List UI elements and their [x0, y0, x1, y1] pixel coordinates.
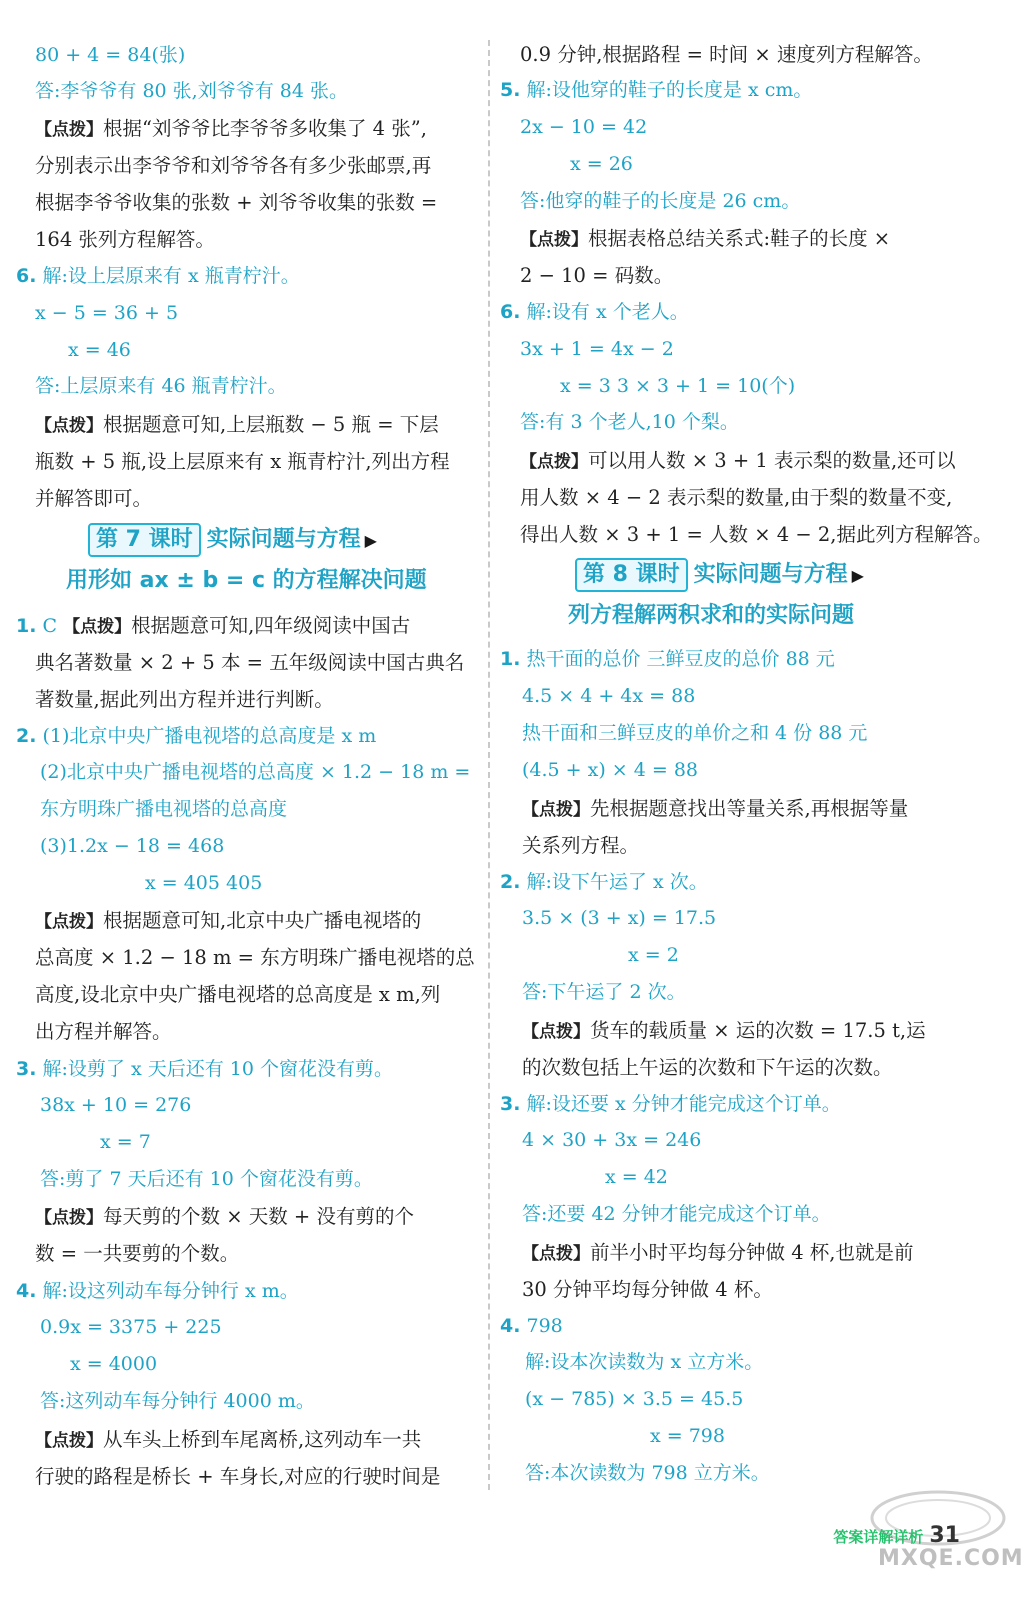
answer-line — [525, 1460, 770, 1486]
heading-text: 用形如 ax ± b = c 的方程解决问题 — [66, 568, 427, 593]
line-text: 答:还要 42 分钟才能完成这个订单。 — [522, 1203, 831, 1225]
line-text: x = 4000 — [70, 1353, 158, 1375]
line-text: 4 × 30 + 3x = 246 — [522, 1129, 702, 1151]
tip-line — [35, 412, 439, 439]
line-text: 每天剪的个数 × 天数 + 没有剪的个 — [103, 1205, 414, 1228]
answer-line — [35, 78, 348, 104]
line-text: 798 — [526, 1315, 563, 1337]
line-text: 解:设有 x 个老人。 — [526, 301, 689, 323]
line-text: 解:设还要 x 分钟才能完成这个订单。 — [526, 1093, 841, 1115]
line-text: 答:这列动车每分钟行 4000 m。 — [40, 1390, 315, 1412]
line-text: 解:设下午运了 x 次。 — [526, 871, 708, 893]
tip-line — [520, 485, 952, 511]
answer-line — [520, 114, 647, 140]
line-text: x = 2 — [628, 944, 679, 966]
line-text: 行驶的路程是桥长 + 车身长,对应的行驶时间是 — [35, 1465, 441, 1488]
line-text: 30 分钟平均每分钟做 4 杯。 — [522, 1278, 773, 1301]
line-text: 根据“刘爷爷比李爷爷多收集了 4 张”, — [103, 117, 427, 140]
line-text: 答:剪了 7 天后还有 10 个窗花没有剪。 — [40, 1168, 373, 1190]
tip-line — [35, 908, 421, 935]
line-text: 分别表示出李爷爷和刘爷爷各有多少张邮票,再 — [35, 154, 432, 177]
answer-line — [650, 1423, 725, 1449]
answer-line — [520, 409, 739, 435]
line-text: x = 7 — [100, 1131, 151, 1153]
question-number: 2. — [500, 871, 521, 893]
question-number: 5. — [500, 79, 521, 101]
tip-line — [35, 650, 464, 676]
answer-line — [500, 869, 708, 895]
answer-line — [522, 905, 716, 931]
tip-tag: 【点拨】 — [522, 1022, 590, 1042]
answer-line — [16, 263, 300, 289]
line-text: 解:设他穿的鞋子的长度是 x cm。 — [526, 79, 813, 101]
tip-tag: 【点拨】 — [35, 912, 103, 932]
line-text: (x − 785) × 3.5 = 45.5 — [525, 1388, 744, 1410]
answer-line — [35, 42, 185, 68]
tip-line — [35, 190, 437, 216]
line-text: 可以用人数 × 3 + 1 表示梨的数量,还可以 — [588, 449, 956, 472]
answer-line — [560, 373, 795, 399]
tip-line — [520, 42, 933, 68]
line-text: 164 张列方程解答。 — [35, 228, 215, 251]
answer-line — [35, 300, 178, 326]
line-text: x = 798 — [650, 1425, 725, 1447]
answer-line — [68, 337, 131, 363]
tip-line — [35, 1019, 172, 1045]
tip-line — [520, 263, 673, 289]
line-text: x = 26 — [570, 153, 633, 175]
line-text: (4.5 + x) × 4 = 88 — [522, 759, 699, 781]
tip-line — [522, 1055, 893, 1081]
line-text: 根据李爷爷收集的张数 + 刘爷爷收集的张数 = — [35, 191, 438, 214]
answer-line — [500, 77, 812, 103]
line-text: (1)北京中央广播电视塔的总高度是 x m — [42, 725, 377, 747]
answer-line — [525, 1386, 743, 1412]
line-text: 0.9 分钟,根据路程 = 时间 × 速度列方程解答。 — [520, 43, 933, 66]
tip-line — [522, 1018, 926, 1045]
answer-line — [16, 1056, 393, 1082]
answer-line — [520, 188, 800, 214]
question-number: 3. — [500, 1093, 521, 1115]
tip-line — [35, 1464, 440, 1490]
line-text: 的次数包括上午运的次数和下午运的次数。 — [522, 1056, 893, 1079]
line-text: (3)1.2x − 18 = 468 — [40, 835, 225, 857]
play-arrow-icon: ▶ — [851, 566, 864, 585]
page-footer — [833, 1523, 960, 1548]
line-text: 典名著数量 × 2 + 5 本 = 五年级阅读中国古典名 — [35, 651, 465, 674]
watermark-text: MXQE.COM — [878, 1546, 1024, 1571]
question-number: 1. — [16, 615, 37, 637]
heading-text: 实际问题与方程 — [206, 527, 361, 552]
question-number: 2. — [16, 725, 37, 747]
lesson-badge: 第 7 课时 — [88, 523, 201, 557]
answer-line — [522, 683, 695, 709]
line-text: 根据表格总结关系式:鞋子的长度 × — [588, 227, 891, 250]
answer-line — [40, 1388, 315, 1414]
line-text: x = 46 — [68, 339, 131, 361]
tip-line — [522, 1240, 914, 1267]
line-text: 0.9x = 3375 + 225 — [40, 1316, 222, 1338]
tip-line — [35, 449, 450, 475]
line-text: 关系列方程。 — [522, 834, 640, 857]
tip-line — [35, 1427, 421, 1454]
answer-line — [100, 1129, 151, 1155]
line-text: 解:设剪了 x 天后还有 10 个窗花没有剪。 — [42, 1058, 393, 1080]
tip-line — [35, 116, 427, 143]
line-text: 解:设本次读数为 x 立方米。 — [525, 1351, 764, 1373]
question-number: 3. — [16, 1058, 37, 1080]
answer-line — [16, 1278, 299, 1304]
answer-line — [40, 833, 224, 859]
tip-tag: 【点拨】 — [35, 416, 103, 436]
line-text: 答:李爷爷有 80 张,刘爷爷有 84 张。 — [35, 80, 348, 102]
section-heading — [88, 523, 377, 557]
tip-tag: 【点拨】 — [35, 1431, 103, 1451]
line-text: 著数量,据此列出方程并进行判断。 — [35, 688, 334, 711]
line-text: 2 − 10 = 码数。 — [520, 264, 674, 287]
tip-line — [35, 486, 152, 512]
line-text: 高度,设北京中央广播电视塔的总高度是 x m,列 — [35, 983, 441, 1006]
answer-line — [522, 979, 686, 1005]
line-text: 根据题意可知,上层瓶数 − 5 瓶 = 下层 — [103, 413, 439, 436]
question-number: 6. — [16, 265, 37, 287]
line-text: 答:上层原来有 46 瓶青柠汁。 — [35, 375, 287, 397]
tip-line — [35, 945, 475, 971]
tip-tag: 【点拨】 — [63, 617, 132, 637]
tip-tag: 【点拨】 — [35, 1208, 103, 1228]
line-text: 热干面和三鲜豆皮的单价之和 4 份 88 元 — [522, 722, 868, 744]
answer-line — [522, 1201, 831, 1227]
answer-line — [525, 1349, 763, 1375]
section-heading — [575, 558, 864, 592]
answer-line — [40, 1092, 191, 1118]
line-text: 从车头上桥到车尾离桥,这列动车一共 — [103, 1428, 422, 1451]
line-text: 并解答即可。 — [35, 487, 153, 510]
lesson-badge: 第 8 课时 — [575, 558, 688, 592]
tip-tag: 【点拨】 — [35, 120, 103, 140]
line-text: 答:他穿的鞋子的长度是 26 cm。 — [520, 190, 801, 212]
footer-label: 答案详解详析 — [833, 1528, 924, 1546]
line-text: 答:有 3 个老人,10 个梨。 — [520, 411, 739, 433]
tip-line — [35, 1241, 239, 1267]
line-text: 瓶数 + 5 瓶,设上层原来有 x 瓶青柠汁,列出方程 — [35, 450, 450, 473]
tip-line — [35, 153, 431, 179]
tip-line — [522, 796, 908, 823]
line-text: 80 + 4 = 84(张) — [35, 44, 186, 66]
answer-line — [520, 336, 674, 362]
tip-line — [35, 227, 215, 253]
section-heading — [66, 566, 427, 596]
line-text: 数 = 一共要剪的个数。 — [35, 1242, 240, 1265]
tip-line — [520, 522, 993, 548]
line-text: 解:设上层原来有 x 瓶青柠汁。 — [42, 265, 300, 287]
heading-text: 实际问题与方程 — [693, 562, 848, 587]
tip-line — [35, 982, 440, 1008]
answer-line — [40, 759, 470, 785]
answer-line — [145, 870, 262, 896]
line-text: 先根据题意找出等量关系,再根据等量 — [590, 797, 909, 820]
line-text: 答:本次读数为 798 立方米。 — [525, 1462, 770, 1484]
line-text: 总高度 × 1.2 − 18 m = 东方明珠广播电视塔的总 — [35, 946, 475, 969]
line-text: x = 42 — [605, 1166, 668, 1188]
play-arrow-icon: ▶ — [364, 531, 377, 550]
answer-line — [628, 942, 679, 968]
line-text: 3x + 1 = 4x − 2 — [520, 338, 674, 360]
answer-line — [570, 151, 633, 177]
answer-line — [522, 757, 698, 783]
answer-line — [70, 1351, 157, 1377]
answer-line — [16, 613, 410, 640]
question-number: 4. — [500, 1315, 521, 1337]
question-number: 6. — [500, 301, 521, 323]
tip-tag: 【点拨】 — [520, 230, 588, 250]
tip-line — [35, 1204, 414, 1231]
answer-line — [500, 1313, 563, 1339]
line-text: 答:下午运了 2 次。 — [522, 981, 686, 1003]
answer-line — [522, 720, 867, 746]
tip-line — [520, 226, 890, 253]
line-text: x = 3 3 × 3 + 1 = 10(个) — [560, 375, 796, 397]
tip-line — [522, 833, 639, 859]
heading-text: 列方程解两积求和的实际问题 — [568, 603, 855, 628]
answer-line — [500, 1091, 841, 1117]
answer-line — [16, 723, 376, 749]
page-number: 31 — [929, 1523, 960, 1548]
line-text: 解:设这列动车每分钟行 x m。 — [42, 1280, 299, 1302]
tip-line — [520, 448, 956, 475]
line-text: C — [42, 615, 58, 637]
line-text: 4.5 × 4 + 4x = 88 — [522, 685, 696, 707]
answer-line — [35, 373, 287, 399]
line-text: 根据题意可知,北京中央广播电视塔的 — [103, 909, 422, 932]
tip-tag: 【点拨】 — [522, 1244, 590, 1264]
line-text: 热干面的总价 三鲜豆皮的总价 88 元 — [526, 648, 835, 670]
line-text: 2x − 10 = 42 — [520, 116, 648, 138]
answer-line — [40, 796, 287, 822]
tip-tag: 【点拨】 — [520, 452, 588, 472]
line-text: 东方明珠广播电视塔的总高度 — [40, 798, 288, 820]
line-text: 3.5 × (3 + x) = 17.5 — [522, 907, 717, 929]
question-number: 1. — [500, 648, 521, 670]
tip-line — [522, 1277, 773, 1303]
line-text: 前半小时平均每分钟做 4 杯,也就是前 — [590, 1241, 914, 1264]
answer-line — [40, 1166, 373, 1192]
answer-line — [40, 1314, 222, 1340]
question-number: 4. — [16, 1280, 37, 1302]
answer-line — [605, 1164, 668, 1190]
answer-line — [522, 1127, 701, 1153]
answer-line — [500, 299, 689, 325]
tip-tag: 【点拨】 — [522, 800, 590, 820]
answer-line — [500, 646, 835, 672]
line-text: 用人数 × 4 − 2 表示梨的数量,由于梨的数量不变, — [520, 486, 953, 509]
line-text: x − 5 = 36 + 5 — [35, 302, 179, 324]
line-text: 货车的载质量 × 运的次数 = 17.5 t,运 — [590, 1019, 926, 1042]
line-text: 出方程并解答。 — [35, 1020, 172, 1043]
line-text: (2)北京中央广播电视塔的总高度 × 1.2 − 18 m = — [40, 761, 471, 783]
column-divider — [488, 40, 490, 1490]
line-text: 得出人数 × 3 + 1 = 人数 × 4 − 2,据此列方程解答。 — [520, 523, 993, 546]
line-text: x = 405 405 — [145, 872, 263, 894]
section-heading — [568, 601, 854, 631]
line-text: 38x + 10 = 276 — [40, 1094, 192, 1116]
tip-line — [35, 687, 334, 713]
tip-text: 根据题意可知,四年级阅读中国古 — [131, 614, 411, 637]
